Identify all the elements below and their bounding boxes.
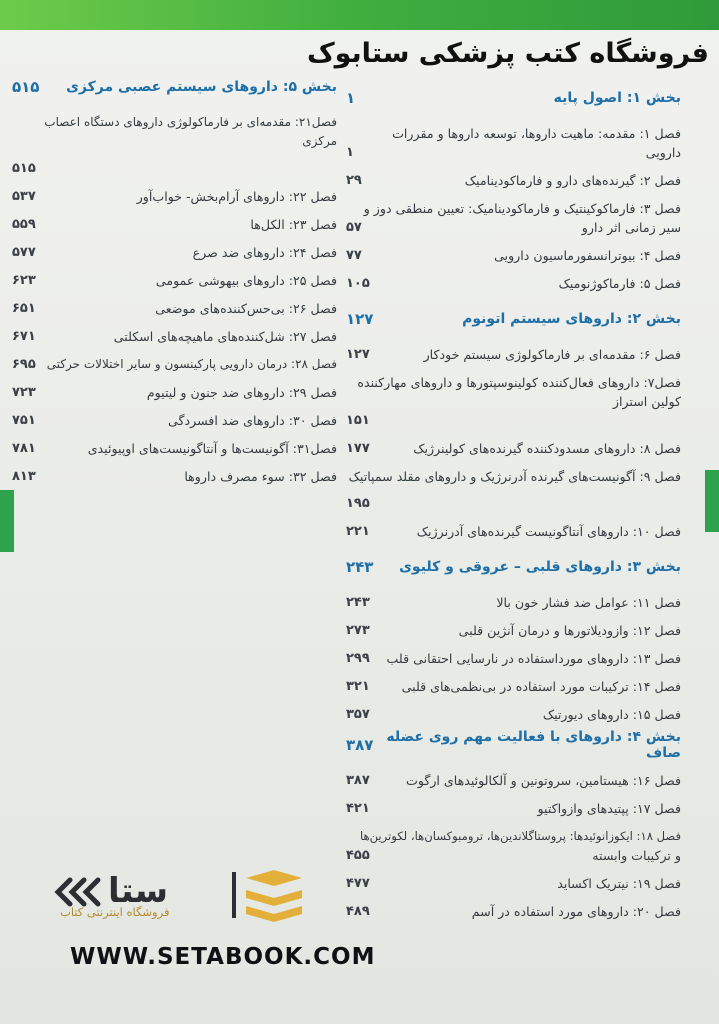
chapter-page: ۳۵۷ xyxy=(346,707,370,722)
chapter-row xyxy=(12,271,337,290)
chapter-title-continued: و ترکیبات وابسته xyxy=(592,848,681,863)
chapter-page: ۵۷ xyxy=(346,220,362,235)
chapter-page: ۱ xyxy=(346,145,354,160)
chapter-row xyxy=(346,874,681,893)
chapter-page: ۵۵۹ xyxy=(12,217,36,232)
chapter-title: فصل ۲۷: شل‌کننده‌های ماهیچه‌های اسکلتی xyxy=(113,329,337,344)
chapter-row xyxy=(12,467,337,486)
chapter-page: ۱۲۷ xyxy=(346,347,370,362)
green-top-bar xyxy=(0,0,719,30)
chapter-title: فصل ۱۳: داروهای مورداستفاده در نارسایی احتقانی قلب xyxy=(386,651,681,666)
chapter-title: فصل ۱۹: نیتریک اکساید xyxy=(557,876,681,891)
chapter-row xyxy=(12,299,337,318)
chapter-row xyxy=(346,439,681,458)
chapter-title-continued: کولین استراز xyxy=(612,394,681,409)
chapter-row xyxy=(346,467,681,513)
chapter-page: ۳۸۷ xyxy=(346,773,370,788)
chapter-row xyxy=(12,383,337,402)
chapter-title: فصل ۱۸: ایکوزانوئیدها: پروستاگلاندین‌ها، ترومبوکسان‌ها، لکوترین‌ها xyxy=(359,829,681,843)
chapter-row xyxy=(346,345,681,364)
green-edge-tab-right xyxy=(705,470,719,532)
website-url[interactable]: WWW.SETABOOK.COM xyxy=(70,944,376,970)
chapter-page: ۸۱۳ xyxy=(12,469,36,484)
chapter-title: فصل ۲۵: داروهای بیهوشی عمومی xyxy=(155,273,337,288)
part-heading xyxy=(346,555,681,579)
part-title: بخش ۵: داروهای سیستم عصبی مرکزی xyxy=(66,79,337,95)
chapter-row xyxy=(346,199,681,237)
chapter-title: فصل ۱۷: پپتیدهای وازواکتیو xyxy=(537,801,681,816)
logo-tagline: فروشگاه اینترنتی کتاب xyxy=(60,905,170,919)
chapter-row xyxy=(346,171,681,190)
chapter-page: ۱۵۱ xyxy=(346,413,370,428)
chapter-title: فصل ۸: داروهای مسدودکننده گیرنده‌های کولینرژیک xyxy=(413,441,681,456)
chapter-row xyxy=(346,246,681,265)
chapter-page: ۷۸۱ xyxy=(12,441,36,456)
chapter-title: فصل ۱: مقدمه: ماهیت داروها، توسعه داروها و مقررات دارویی xyxy=(392,126,681,160)
chapter-title-continued: سیر زمانی اثر دارو xyxy=(581,220,681,235)
chapter-page: ۴۷۷ xyxy=(346,876,370,891)
chapter-row xyxy=(346,621,681,640)
chapter-title: فصل ۱۲: وازودیلاتورها و درمان آنژین قلبی xyxy=(458,623,681,638)
chapter-title: فصل ۲۹: داروهای ضد جنون و لیتیوم xyxy=(146,385,337,400)
chapter-page: ۷۲۳ xyxy=(12,385,36,400)
chapter-page: ۶۹۵ xyxy=(12,357,36,372)
chapter-row xyxy=(346,771,681,790)
chapter-page: ۷۷ xyxy=(346,248,362,263)
chapter-title: فصل ۱۴: ترکیبات مورد استفاده در بی‌نظمی‌های قلبی xyxy=(401,679,681,694)
chapter-row xyxy=(346,799,681,818)
chapter-title: فصل ۵: فارماکوژنومیک xyxy=(558,276,681,291)
chapter-title: فصل ۲۲: داروهای آرام‌بخش- خواب‌آور xyxy=(136,189,337,204)
green-edge-tab-left xyxy=(0,490,14,552)
chapter-title: فصل ۴: بیوترانسفورماسیون دارویی xyxy=(494,248,681,263)
chapter-page: ۴۵۵ xyxy=(346,848,370,863)
toc-right-column xyxy=(346,86,681,921)
chapter-row xyxy=(346,274,681,293)
chapter-page: ۱۷۷ xyxy=(346,441,370,456)
chapter-page: ۶۷۱ xyxy=(12,329,36,344)
chapter-title: فصل ۲۰: داروهای مورد استفاده در آسم xyxy=(471,904,681,919)
chapter-row xyxy=(346,649,681,668)
chapter-title: فصل۲۱: مقدمه‌ای بر فارماکولوژی داروهای دستگاه اعصاب مرکزی xyxy=(44,115,337,148)
chapter-page: ۲۷۳ xyxy=(346,623,370,638)
chapter-row xyxy=(12,439,337,458)
part-title: بخش ۴: داروهای با فعالیت مهم روی عضله صاف xyxy=(386,729,681,761)
chapter-title: فصل۷: داروهای فعال‌کننده کولینوسپتورها و داروهای مهارکننده xyxy=(357,375,681,390)
part-title: بخش ۳: داروهای قلبی – عروقی و کلیوی xyxy=(399,559,681,575)
chapter-title: فصل ۲۴: داروهای ضد صرع xyxy=(192,245,337,260)
chapter-page: ۱۰۵ xyxy=(346,276,370,291)
part-page: ۱ xyxy=(346,89,356,107)
chapter-title: فصل ۱۶: هیستامین، سروتونین و آلکالوئیدهای ارگوت xyxy=(405,773,681,788)
svg-text:ﺳﺘﺎ: ﺳﺘﺎ xyxy=(108,871,169,911)
chapter-page: ۶۲۳ xyxy=(12,273,36,288)
chapter-page: ۷۵۱ xyxy=(12,413,36,428)
chapter-row xyxy=(12,215,337,234)
part-heading xyxy=(346,729,681,761)
chapter-page: ۴۸۹ xyxy=(346,904,370,919)
chapter-title: فصل ۱۵: داروهای دیورتیک xyxy=(542,707,681,722)
chapter-row xyxy=(346,902,681,921)
chapter-title: فصل ۳۲: سوء مصرف داروها xyxy=(184,469,337,484)
chapter-page: ۲۲۱ xyxy=(346,524,370,539)
chapter-title: فصل ۲۸: درمان دارویی پارکینسون و سایر اختلالات حرکتی xyxy=(46,357,337,371)
chapter-page: ۵۱۵ xyxy=(12,161,36,176)
chapter-row xyxy=(346,373,681,430)
chapter-page: ۵۷۷ xyxy=(12,245,36,260)
setabook-logo xyxy=(50,868,312,928)
chapter-title: فصل ۲۶: بی‌حس‌کننده‌های موضعی xyxy=(155,301,337,316)
part-heading xyxy=(346,307,681,331)
chapter-row xyxy=(12,187,337,206)
chapter-page: ۶۵۱ xyxy=(12,301,36,316)
chapter-row xyxy=(12,113,337,178)
toc-left-column xyxy=(12,75,337,486)
chapter-page: ۱۹۵ xyxy=(346,496,370,511)
chapter-row xyxy=(346,827,681,865)
part-heading xyxy=(346,86,681,110)
chapter-page: ۵۳۷ xyxy=(12,189,36,204)
part-heading xyxy=(12,75,337,99)
chapter-page: ۲۴۳ xyxy=(346,595,370,610)
part-page: ۵۱۵ xyxy=(12,78,40,96)
chapter-title: فصل۳۱: آگونیست‌ها و آنتاگونیست‌های اوپیوئیدی xyxy=(87,441,337,456)
part-title: بخش ۱: اصول پایه xyxy=(553,90,681,106)
chapter-row xyxy=(12,243,337,262)
chapter-title: فصل ۱۰: داروهای آنتاگونیست گیرنده‌های آدرنرژیک xyxy=(416,524,681,539)
chapter-page: ۲۹ xyxy=(346,173,362,188)
chapter-page: ۲۹۹ xyxy=(346,651,370,666)
part-page: ۱۲۷ xyxy=(346,310,374,328)
chapter-row xyxy=(346,522,681,541)
part-page: ۳۸۷ xyxy=(346,736,374,754)
chapter-row xyxy=(12,355,337,374)
chapter-title: فصل ۲: گیرنده‌های دارو و فارماکودینامیک xyxy=(464,173,681,188)
store-title: فروشگاه کتب پزشکی ستابوک xyxy=(306,38,709,69)
chapter-title: فصل ۹: آگونیست‌های گیرنده آدرنرژیک و داروهای مقلد سمپاتیک xyxy=(348,469,681,484)
chapter-row xyxy=(12,411,337,430)
chapter-row xyxy=(346,124,681,162)
chapter-page: ۳۲۱ xyxy=(346,679,370,694)
chapter-page: ۴۲۱ xyxy=(346,801,370,816)
chapter-row xyxy=(346,705,681,724)
chapter-title: فصل ۶: مقدمه‌ای بر فارماکولوژی سیستم خودکار xyxy=(423,347,681,362)
part-title: بخش ۲: داروهای سیستم اتونوم xyxy=(462,311,681,327)
chapter-row xyxy=(346,677,681,696)
chapter-row xyxy=(12,327,337,346)
part-page: ۲۴۳ xyxy=(346,558,374,576)
chapter-title: فصل ۲۳: الکل‌ها xyxy=(250,217,337,232)
chapter-title: فصل ۳۰: داروهای ضد افسردگی xyxy=(168,413,337,428)
chapter-row xyxy=(346,593,681,612)
chapter-title: فصل ۱۱: عوامل ضد فشار خون بالا xyxy=(496,595,681,610)
chapter-title: فصل ۳: فارماکوکینتیک و فارماکودینامیک: تعیین منطقی دوز و xyxy=(363,201,681,216)
